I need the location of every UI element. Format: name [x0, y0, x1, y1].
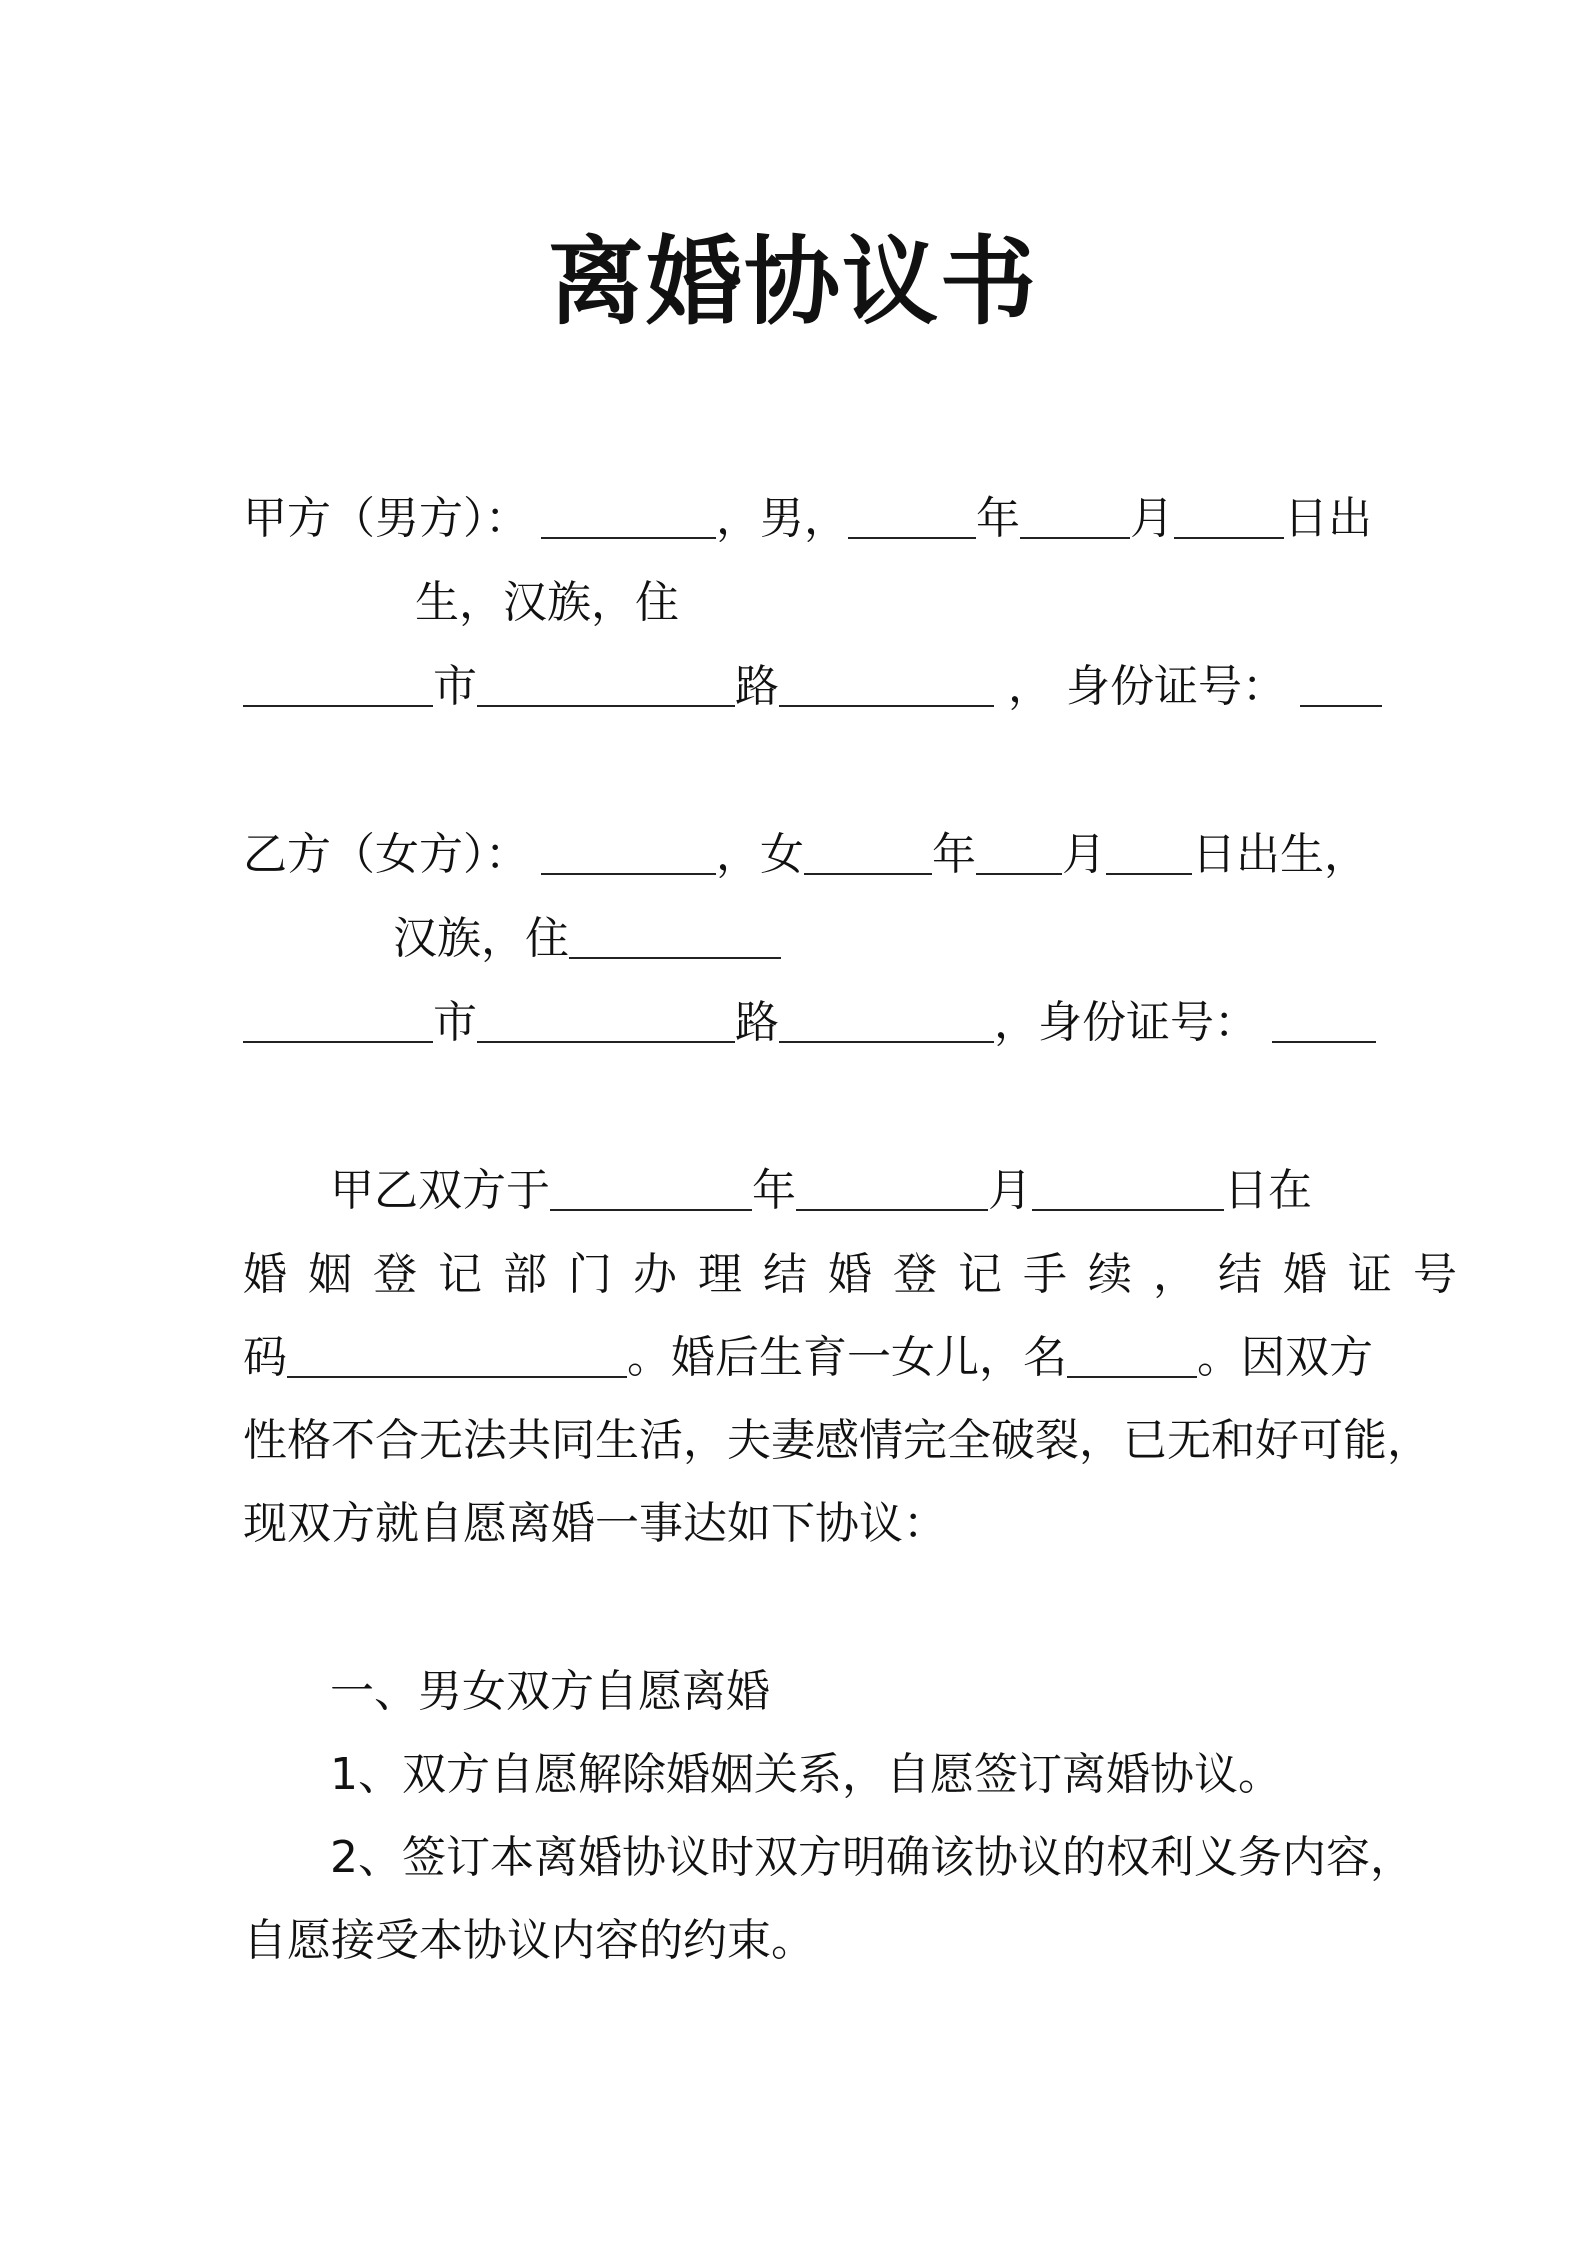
party-b-label: 乙方（女方）：	[243, 829, 529, 880]
party-b-road-label: 路	[735, 997, 779, 1048]
party-a-name-blank[interactable]	[541, 493, 716, 539]
party-a-road-label: 路	[735, 661, 779, 712]
party-b-id-blank[interactable]	[1272, 997, 1376, 1043]
party-b-gender: ，女	[716, 829, 804, 880]
party-a-month-label: 月	[1130, 493, 1174, 544]
party-a-street-blank[interactable]	[779, 661, 994, 707]
marriage-child-text: 。婚后生育一女儿，名	[627, 1332, 1067, 1383]
party-b-month-label: 月	[1062, 829, 1106, 880]
marriage-cert-number-blank[interactable]	[287, 1332, 627, 1378]
party-b-street-blank[interactable]	[779, 997, 994, 1043]
marriage-intro: 甲乙双方于	[330, 1165, 550, 1216]
party-a-line-3	[243, 657, 1382, 717]
party-a-line-1	[243, 489, 1372, 549]
document-title: 离婚协议书	[548, 226, 1038, 338]
marriage-line-1	[330, 1161, 1312, 1221]
party-b-line-2	[393, 909, 781, 969]
party-b-birth-day-blank[interactable]	[1106, 829, 1192, 875]
marriage-line-2: 婚姻登记部门办理结婚登记手续，结婚证号	[243, 1249, 1478, 1300]
party-b-id-label: ，身份证号：	[994, 997, 1258, 1048]
party-a-gender: ，男，	[716, 493, 848, 544]
marriage-month-blank[interactable]	[796, 1165, 988, 1211]
party-a-city-label: 市	[433, 661, 477, 712]
party-b-road-blank[interactable]	[477, 997, 735, 1043]
clause-1-2-continued: 自愿接受本协议内容的约束。	[243, 1915, 815, 1966]
party-a-year-label: 年	[976, 493, 1020, 544]
party-b-year-label: 年	[932, 829, 976, 880]
marriage-month-label: 月	[988, 1165, 1032, 1216]
party-b-line-1	[243, 825, 1368, 885]
party-b-birth-month-blank[interactable]	[976, 829, 1062, 875]
party-a-id-label: ， 身份证号：	[1008, 661, 1286, 712]
party-a-city-blank[interactable]	[243, 661, 433, 707]
party-b-day-label: 日出生，	[1192, 829, 1368, 880]
party-a-label: 甲方（男方）：	[243, 493, 529, 544]
marriage-line-4: 性格不合无法共同生活，夫妻感情完全破裂，已无和好可能，	[243, 1415, 1431, 1466]
clause-1-2: 2、签订本离婚协议时双方明确该协议的权利义务内容，	[330, 1832, 1414, 1883]
marriage-cause-text: 。因双方	[1197, 1332, 1373, 1383]
marriage-year-label: 年	[752, 1165, 796, 1216]
party-b-name-blank[interactable]	[541, 829, 716, 875]
party-a-birth-month-blank[interactable]	[1020, 493, 1130, 539]
party-a-birth-year-blank[interactable]	[848, 493, 976, 539]
clause-1-1: 1、双方自愿解除婚姻关系，自愿签订离婚协议。	[330, 1749, 1282, 1800]
marriage-day-blank[interactable]	[1032, 1165, 1224, 1211]
party-a-line-2: 生，汉族，住	[415, 577, 679, 628]
party-a-id-blank[interactable]	[1300, 661, 1382, 707]
party-b-line-3	[243, 993, 1376, 1053]
marriage-line-5: 现双方就自愿离婚一事达如下协议：	[243, 1498, 947, 1549]
section-1-heading: 一、男女双方自愿离婚	[330, 1666, 770, 1717]
marriage-line-3	[243, 1328, 1373, 1388]
party-a-birth-day-blank[interactable]	[1174, 493, 1284, 539]
party-b-birth-year-blank[interactable]	[804, 829, 932, 875]
party-a-day-label: 日出	[1284, 493, 1372, 544]
party-a-road-blank[interactable]	[477, 661, 735, 707]
party-b-city-blank[interactable]	[243, 997, 433, 1043]
marriage-code-label: 码	[243, 1332, 287, 1383]
marriage-day-label: 日在	[1224, 1165, 1312, 1216]
child-name-blank[interactable]	[1067, 1332, 1197, 1378]
party-b-city-label: 市	[433, 997, 477, 1048]
marriage-year-blank[interactable]	[550, 1165, 752, 1211]
party-b-address-blank[interactable]	[569, 913, 781, 959]
party-b-ethnicity-address: 汉族，住	[393, 913, 569, 964]
